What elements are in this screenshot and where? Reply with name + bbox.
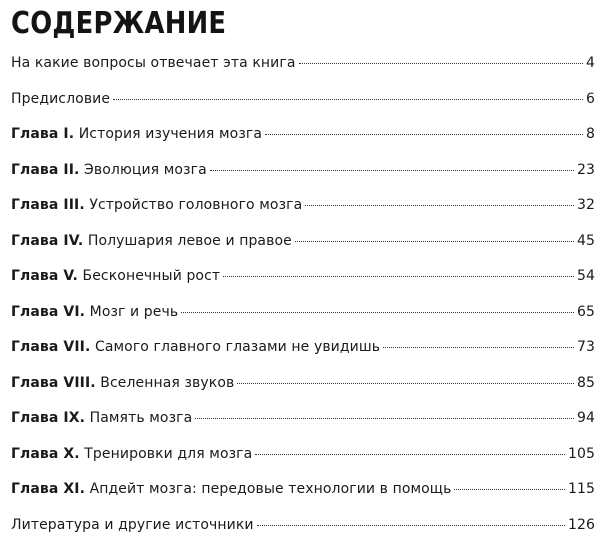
toc-entry-label (11, 302, 178, 322)
toc-entry-label (11, 408, 192, 428)
toc-page-number: 8 (585, 126, 595, 142)
toc-entry[interactable] (11, 160, 595, 196)
toc-page-number: 94 (576, 410, 595, 426)
toc-page-number: 45 (576, 232, 595, 249)
toc-chapter-number: Глава VII. (11, 339, 91, 355)
toc-entry[interactable] (11, 479, 595, 515)
dot-leader (454, 489, 565, 490)
toc-entry-title: Тренировки для мозга (84, 445, 253, 462)
toc-chapter-number: Глава V. (11, 268, 78, 284)
dot-leader (383, 347, 574, 348)
toc-page-number: 23 (576, 161, 595, 178)
toc-entry-label (11, 124, 262, 144)
toc-entry[interactable] (11, 124, 595, 160)
toc-entry[interactable] (11, 444, 595, 480)
dot-leader (237, 383, 574, 384)
toc-chapter-number: Глава VIII. (11, 374, 96, 391)
toc-chapter-number: Глава XI. (11, 481, 86, 497)
toc-page-number: 115 (567, 481, 595, 497)
toc-page-number: 65 (576, 303, 595, 320)
toc-entry[interactable] (11, 337, 595, 373)
toc-page (11, 0, 595, 552)
toc-entry-label (11, 479, 451, 499)
toc-chapter-number: Глава VI. (11, 303, 86, 320)
toc-chapter-number: Глава IV. (11, 232, 84, 249)
toc-page-number: 54 (576, 268, 595, 284)
toc-page-number: 126 (567, 516, 595, 533)
toc-entry-title: На какие вопросы отвечает эта книга (11, 55, 296, 71)
dot-leader (113, 99, 583, 100)
toc-entry-title: Полушария левое и правое (87, 232, 292, 249)
toc-chapter-number: Глава IX. (11, 410, 86, 426)
dot-leader (265, 134, 583, 135)
toc-page-number: 105 (567, 445, 595, 462)
toc-entry-label (11, 195, 302, 215)
toc-entry-label (11, 231, 292, 251)
toc-page-number: 85 (576, 374, 595, 391)
toc-entry[interactable] (11, 515, 595, 551)
toc-entry-label (11, 266, 220, 286)
toc-page-number: 32 (576, 197, 595, 213)
toc-entry-label (11, 515, 254, 535)
toc-entry-label (11, 160, 207, 180)
page-title: СОДЕРЖАНИЕ (11, 6, 227, 41)
toc-entry[interactable] (11, 373, 595, 409)
toc-entry-title: Предисловие (11, 90, 111, 107)
toc-chapter-number: Глава II. (11, 161, 80, 178)
toc-entry[interactable] (11, 195, 595, 231)
toc-entry-title: Мозг и речь (89, 303, 179, 320)
toc-entry-label (11, 89, 110, 109)
toc-entry-title: Апдейт мозга: передовые технологии в помощь (89, 481, 452, 497)
toc-entry-label (11, 444, 252, 464)
toc-entry-title: Самого главного глазами не увидишь (94, 339, 381, 355)
dot-leader (195, 418, 574, 419)
dot-leader (299, 63, 583, 64)
dot-leader (257, 525, 565, 526)
toc-entry-label (11, 373, 234, 393)
toc-page-number: 6 (585, 90, 595, 107)
toc-entry-label (11, 53, 296, 73)
toc-entry[interactable] (11, 408, 595, 444)
toc-entry-title: История изучения мозга (78, 126, 262, 142)
toc-entry-title: Литература и другие источники (11, 516, 254, 533)
toc-entry-title: Устройство головного мозга (89, 197, 303, 213)
toc-entry-title: Бесконечный рост (82, 268, 221, 284)
toc-page-number: 4 (585, 55, 595, 71)
toc-entry[interactable] (11, 89, 595, 125)
toc-entry-label (11, 337, 380, 357)
dot-leader (305, 205, 574, 206)
toc-entry-title: Память мозга (89, 410, 193, 426)
dot-leader (181, 312, 574, 313)
dot-leader (295, 241, 574, 242)
toc-entry-title: Вселенная звуков (100, 374, 235, 391)
toc-chapter-number: Глава III. (11, 197, 85, 213)
dot-leader (223, 276, 574, 277)
dot-leader (210, 170, 574, 171)
toc-chapter-number: Глава X. (11, 445, 80, 462)
toc-entry[interactable] (11, 231, 595, 267)
toc-entry[interactable] (11, 266, 595, 302)
toc-entry[interactable] (11, 302, 595, 338)
toc-entry[interactable] (11, 53, 595, 89)
toc-chapter-number: Глава I. (11, 126, 75, 142)
toc-entry-title: Эволюция мозга (84, 161, 207, 178)
dot-leader (255, 454, 565, 455)
toc-list (11, 53, 595, 550)
toc-page-number: 73 (576, 339, 595, 355)
